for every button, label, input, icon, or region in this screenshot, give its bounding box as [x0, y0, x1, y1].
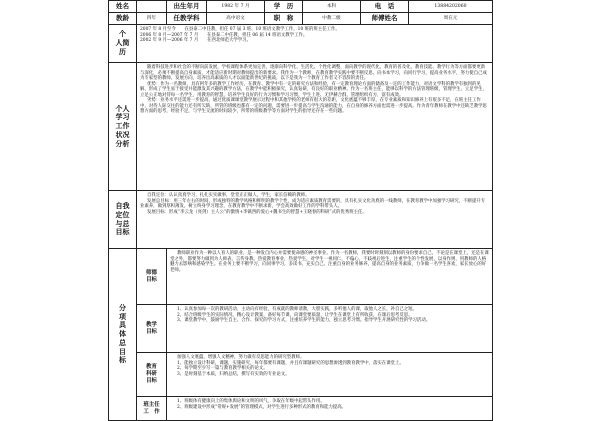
research-item: 加强人文底蕴，增强人文精神，努力做有反思能力的研究型教师。: [177, 355, 305, 360]
development-line: 自我定位：认认真真学习，扎扎实实做事，堂堂正正做人，学生，家长信赖的教师。: [147, 193, 310, 198]
morality-label: 师德 目标: [137, 249, 167, 305]
homeroom-item: 1、班级体有健康向上的集体舆论和文明的风气，争取在年级中起带头作用。: [177, 399, 325, 404]
years-value: 四年: [137, 13, 167, 25]
resume-line: 2006 年 8 月—2007 年 7 月 在县泰二中任教，担任 06 届 14 班语文教学工作。: [140, 32, 308, 38]
research-item: 3、是时刻基于本质，归纳总结，撰写有实效的专业论文。: [177, 371, 290, 377]
development-section: [109, 191, 493, 249]
research-content: [167, 353, 493, 397]
subject-label: 任教学科: [167, 13, 207, 25]
analysis-paragraph: 随着科技进步和社会的不断向前发展，学校课程体系更加完善，逐渐向科学化、生活化、个性化调整，面向教学的现代化，教育的普及化，教育技能、教学行为等方面都要更新与深化，必须不断提高自身素质，才能适应新时期对教师提出的新要求。我作为一个教师，在教育教学实践中要不断反思，向书本学习，向同行学习，提高业务水平，努力使自己成为专家型的教师，发展方向，培养出高素质的人才以面能新世纪的挑战，以下是我为一个教育工作者又不容辞的责任。: [140, 65, 487, 81]
title-label: 职 称: [265, 13, 303, 25]
birth-value: 1982 年 7 月: [207, 1, 265, 13]
research-item: 2、每学期至少写一篇与教育教学相关的论文。: [177, 366, 268, 371]
phone-label: 电 话: [361, 1, 409, 13]
analysis-heading: 个人 学习 工作 状况 分析: [109, 63, 137, 191]
development-line: 发展总目标：用三年左右的时间，形成独特的教学风格和鲜明的教学个性，成为适应素质教育需要的，具有扎实文化功底的一线教师，在教育教学中加强学习研究，不断提升专业素养，做到厚积薄发，树立终身学习理念，在教育教学中不断求新，学会高效做好工作的学科带头人。: [140, 198, 486, 209]
mentor-value: 周在元: [409, 13, 493, 25]
analysis-paragraph: 劣势：业务水平还需进一步提高，通过优质课课堂教学展示过程中和其他学校的老师有很大的差距，文化底蕴不够丰厚，在专业素质和知识修养上有很多不足，在班主任工作中，对待人际交往的能力还有所欠缺，所管的班级也都有一定的问题，需要进一步提高与学生沟通的能力，在自身的修养方面也需进一步提高。作为青年教师在教学中还缺乏教学思想方面的思考，经验不足，与学生交流的时间较少，所带的班级教学等方面对学生的指导还存在一些问题。: [140, 98, 487, 114]
goals-homeroom-row: [109, 397, 493, 421]
name-value: [137, 1, 167, 13]
resume-heading: 个 人简 历: [109, 25, 137, 63]
analysis-paragraph: 优势：作为一名教师，具有阿年多的教学工作经历，在教育、教学中有一定的研究方法和经验，有一定教育理论方面的储备及一定的工作能力，对语文学科的教学有独到的见解，形成了学生易于接受并能激发其兴趣的教学方法，在教学中能积极探究，认真钻研，有良好的职业精神。作为一名班主任，能够以科学的方法管理班级，管理学生，立足学生、立足公正地对待每一名学生，用教育的智慧，培养学生良好的行为习惯和学习习惯，学生上进、无伊赫合群，管理组织有方，富有成效。: [140, 81, 487, 98]
teaching-item: 1、认真参加每一次的教研活动，主动向有经验，有成就的教师请教，大胆实践，多听他人的课，取他人之长，补自己之短。: [177, 307, 417, 312]
resume-content: [137, 25, 493, 63]
homeroom-content: [167, 397, 493, 421]
teaching-item: 3、课堂教学中，鼓励学生自主、合作、探究的学习方式，注重培养学生的能力，独立思考习惯。指导学生开展研究性的学习活动。: [177, 318, 431, 323]
teaching-item: 2、结合班级学生的实际情况，精心设计教案，备好每节课，向课堂要质量，让学生在课堂上有所收获，在课后思考反思。: [177, 312, 413, 318]
info-row-2: [109, 13, 493, 25]
teaching-label: 教学 目标: [137, 305, 167, 353]
phone-value: 13884202060: [409, 1, 493, 13]
research-label: 教育 科研 目标: [137, 353, 167, 397]
subject-value: 高中语文: [207, 13, 265, 25]
goals-teaching-row: [109, 305, 493, 353]
edu-value: 本科: [303, 1, 361, 13]
goals-research-row: [109, 353, 493, 397]
birth-label: 出生年月: [167, 1, 207, 13]
morality-content: [167, 249, 493, 305]
resume-line: 2002 年 9 月—2006 年 7 月 在西北师范大学学习。: [140, 38, 251, 43]
edu-label: 学 历: [265, 1, 303, 13]
development-content: [137, 191, 493, 249]
analysis-section: [109, 63, 493, 191]
years-label: 教龄: [109, 13, 137, 25]
teacher-development-form: [108, 0, 493, 421]
development-heading: 自我 定位 与总 目标: [109, 191, 137, 249]
mentor-label: 师傅姓名: [361, 13, 409, 25]
homeroom-label: 班主任 工 作: [137, 397, 167, 421]
development-line: 发展目标：形成“李云龙（亮剑）主人公”的激情+李镇西的爱心+魏书生的智慧+王晓春的科研”式的优秀班主任。: [147, 209, 367, 215]
info-row-1: [109, 1, 493, 13]
goals-morality-row: [109, 249, 493, 305]
title-value: 中教二级: [303, 13, 361, 25]
homeroom-item: 2、班级建设中形成“常规+发展”的管理模式，对学生进行多种形式的教育和能力提高。: [177, 404, 347, 410]
analysis-content: [137, 63, 493, 191]
goals-heading: 分 项 具 体 总 目 标: [109, 249, 137, 421]
teaching-content: [167, 305, 493, 353]
research-item: 1、能独立设计科研，课题，实施研究，每年都要有课题，并且有课题研究的思想渗透到教育教学中，落实在课堂上。: [177, 360, 404, 366]
morality-text: 教师职业作为一种以人育人的职业，是一种发自内心并需要使命感的神圣事业。作为一名教师，我要时时刻刻以教师的身份要求自己，不论是在课堂上，还是在课堂之外，都要努力做到为人师表，言传身教。热爱教育事业，热爱学生，对学生一视同仁，不偏心，不歧视后进生，注重学生的个性发展，以身作则，用教师的人格魅力去影响和感染学生。在业务上要不断学习，向同事学习，多读书，充实自己，注重自身的业务修养，提高自身的业务素质，力争做一名学生喜欢，家长放心的好老师。: [170, 251, 489, 273]
resume-line: 2007 年 8 月至今 在县泰二中任教，担任 07 届 3 班、10 班语文教学工作，10 班的班主任工作。: [140, 27, 340, 32]
name-label: 姓名: [109, 1, 137, 13]
resume-section: [109, 25, 493, 63]
